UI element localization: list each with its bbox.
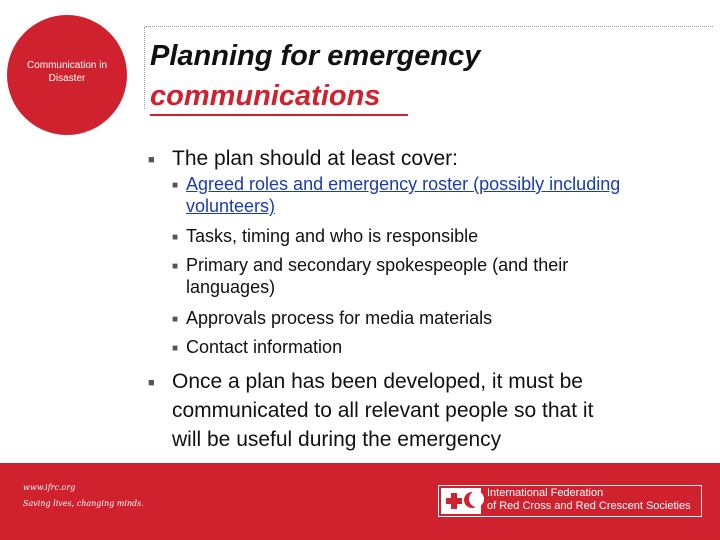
square-bullet-icon: ■ [148,377,155,389]
ifrc-name-line1: International Federation [487,487,604,499]
red-crescent-icon [464,492,480,508]
red-cross-crescent-emblem-icon [441,488,481,514]
bullet-intro-text: The plan should at least cover: [172,147,459,170]
badge-label-line2: Disaster [48,73,86,84]
footer-url[interactable]: www.ifrc.org [23,483,76,492]
square-bullet-icon: ■ [172,343,179,354]
title-divider [144,27,145,109]
list-item-text: Tasks, timing and who is responsible [186,226,479,246]
list-item-text[interactable]: Agreed roles and emergency roster (possibly including volunteers) [186,174,621,216]
red-cross-icon [446,493,462,509]
list-item-text: Contact information [186,337,343,357]
square-bullet-icon: ■ [172,232,179,243]
square-bullet-icon: ■ [172,261,179,272]
slide-title-line1: Planning for emergency [150,40,481,72]
list-item-text: Approvals process for media materials [186,308,493,328]
ifrc-name-line2: of Red Cross and Red Crescent Societies [487,500,691,512]
header-divider [145,26,713,27]
slide-title [150,36,690,116]
slide-title-line2: communications [150,80,381,112]
ifrc-logo-text [487,487,691,513]
list-item-text: Primary and secondary spokespeople (and their languages) [186,255,569,297]
square-bullet-icon: ■ [172,180,179,191]
title-underline [150,114,408,116]
footer-tagline: Saving lives, changing minds. [23,499,144,508]
badge-label-line1: Communication in [26,60,108,71]
square-bullet-icon: ■ [172,314,179,325]
square-bullet-icon: ■ [148,154,155,166]
section-badge [7,15,127,135]
bullet-closing-text: Once a plan has been developed, it must be communicated to all relevant people so that it will be useful during the emergency [172,370,594,451]
